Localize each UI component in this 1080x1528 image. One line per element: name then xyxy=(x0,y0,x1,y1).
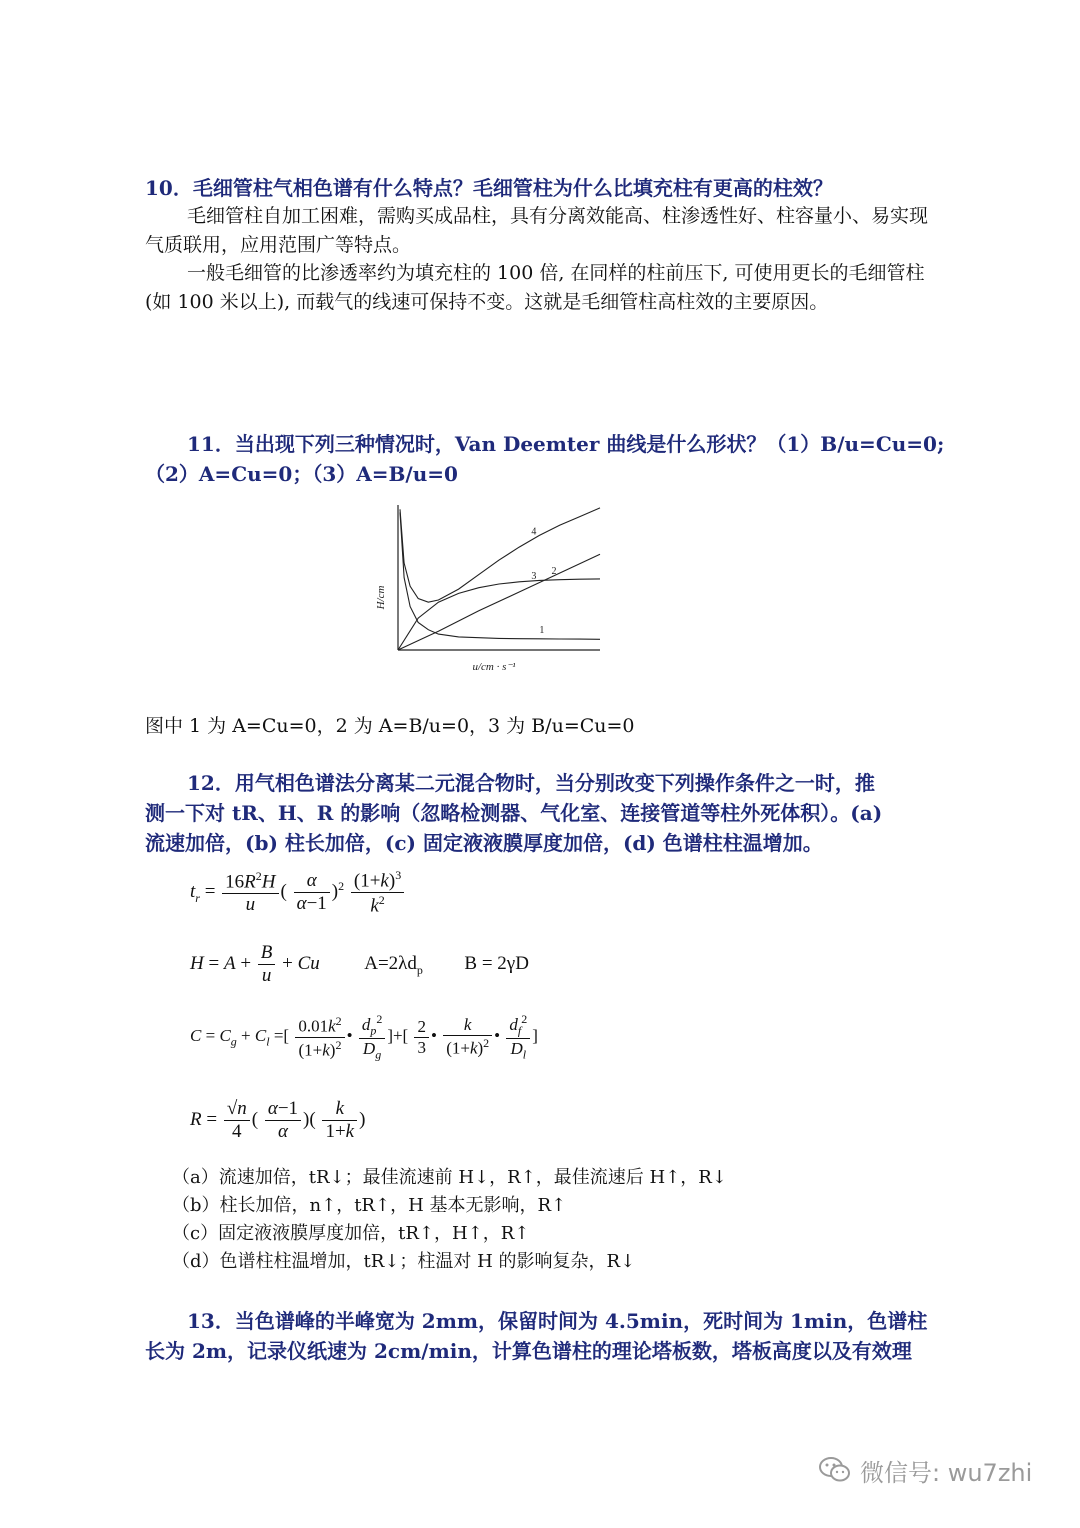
q12-title-line1: 12．用气相色谱法分离某二元混合物时，当分别改变下列操作条件之一时，推 xyxy=(187,771,875,795)
q12-title-line2: 测一下对 tR、H、R 的影响（忽略检测器、气化室、连接管道等柱外死体积）。(a) xyxy=(145,801,883,825)
q13-title-line1: 13．当色谱峰的半峰宽为 2mm，保留时间为 4.5min，死时间为 1min，色谱柱 xyxy=(187,1309,928,1333)
formula-a-term: $A=2\lambda d_p$ xyxy=(364,952,423,977)
q12-answer-c: （c）固定液液膜厚度加倍，tR↑，H↑，R↑ xyxy=(172,1223,530,1244)
x-axis-label: u/cm · s⁻¹ xyxy=(472,661,516,673)
wechat-watermark xyxy=(818,1450,1032,1490)
curve-label-3: 3 xyxy=(531,570,537,582)
y-axis-label: H/cm xyxy=(375,585,387,610)
q13-title-line2: 长为 2m，记录仪纸速为 2cm/min，计算色谱柱的理论塔板数，塔板高度以及有效理 xyxy=(145,1339,912,1363)
q12-answer-d: （d）色谱柱柱温增加，tR↓；柱温对 H 的影响复杂，R↓ xyxy=(172,1251,636,1272)
q11-title-line2: （2）A=Cu=0；（3）A=B/u=0 xyxy=(145,462,458,486)
q10-title: 10．毛细管柱气相色谱有什么特点？毛细管柱为什么比填充柱有更高的柱效？ xyxy=(145,176,833,200)
q11-caption: 图中 1 为 A=Cu=0，2 为 A=B/u=0，3 为 B/u=Cu=0 xyxy=(145,715,635,737)
watermark-text: 微信号: wu7zhi xyxy=(860,1458,1033,1487)
formula-tr: $t_r$ = $\frac{16R^2H}{u}$ ( $\frac{\alpha}{\alpha-1}$ )$^2$ $\frac{(1+k)^3}{k^2}$ xyxy=(190,868,406,918)
q12-answer-b: （b）柱长加倍，n↑，tR↑，H 基本无影响，R↑ xyxy=(172,1195,567,1216)
q12-answer-a: （a）流速加倍，tR↓；最佳流速前 H↓，R↑，最佳流速后 H↑，R↓ xyxy=(172,1167,727,1188)
curve-4 xyxy=(400,508,600,602)
curve-label-1: 1 xyxy=(539,624,545,636)
wechat-icon xyxy=(818,1455,852,1485)
curve-label-4: 4 xyxy=(531,526,537,538)
formula-c: $C = C_g + C_l$ =[ $\frac{0.01k^2}{(1+k)^2}$ • $\frac{d_p^2}{D_g}$ ]+[ $\frac{2}{3}$ • $\frac{k}{(1+k)^2}$ • $\frac{d_f^2}{D_l}$ ] xyxy=(190,1012,538,1062)
q10-answer-p1: 毛细管柱自加工困难，需购买成品柱，具有分离效能高、柱渗透性好、柱容量小、易实现气质联用，应用范围广等特点。 xyxy=(145,205,929,256)
formula-r: R = $\frac{√n}{4}$ ( $\frac{\alpha-1}{\alpha}$ )( $\frac{k}{1+k}$ ) xyxy=(190,1098,366,1142)
formula-b-term: B = 2γD xyxy=(464,952,529,974)
chart-plot-area xyxy=(375,505,600,673)
van-deemter-chart xyxy=(370,498,610,688)
q11-title-line1: 11．当出现下列三种情况时，Van Deemter 曲线是什么形状？（1）B/u=Cu=0; xyxy=(187,432,945,456)
q10-answer-p2: 一般毛细管的比渗透率约为填充柱的 100 倍, 在同样的柱前压下, 可使用更长的毛细管柱(如 100 米以上), 而载气的线速可保持不变。这就是毛细管柱高柱效的主要原因。 xyxy=(145,262,925,313)
q12-title-line3: 流速加倍，(b) 柱长加倍，(c) 固定液液膜厚度加倍，(d) 色谱柱柱温增加。 xyxy=(145,831,823,855)
formula-h: H = A + $\frac{B}{u}$ + Cu $A=2\lambda d_p$ B = 2γD xyxy=(190,942,529,986)
curve-label-2: 2 xyxy=(551,566,557,578)
curve-1 xyxy=(400,512,600,639)
